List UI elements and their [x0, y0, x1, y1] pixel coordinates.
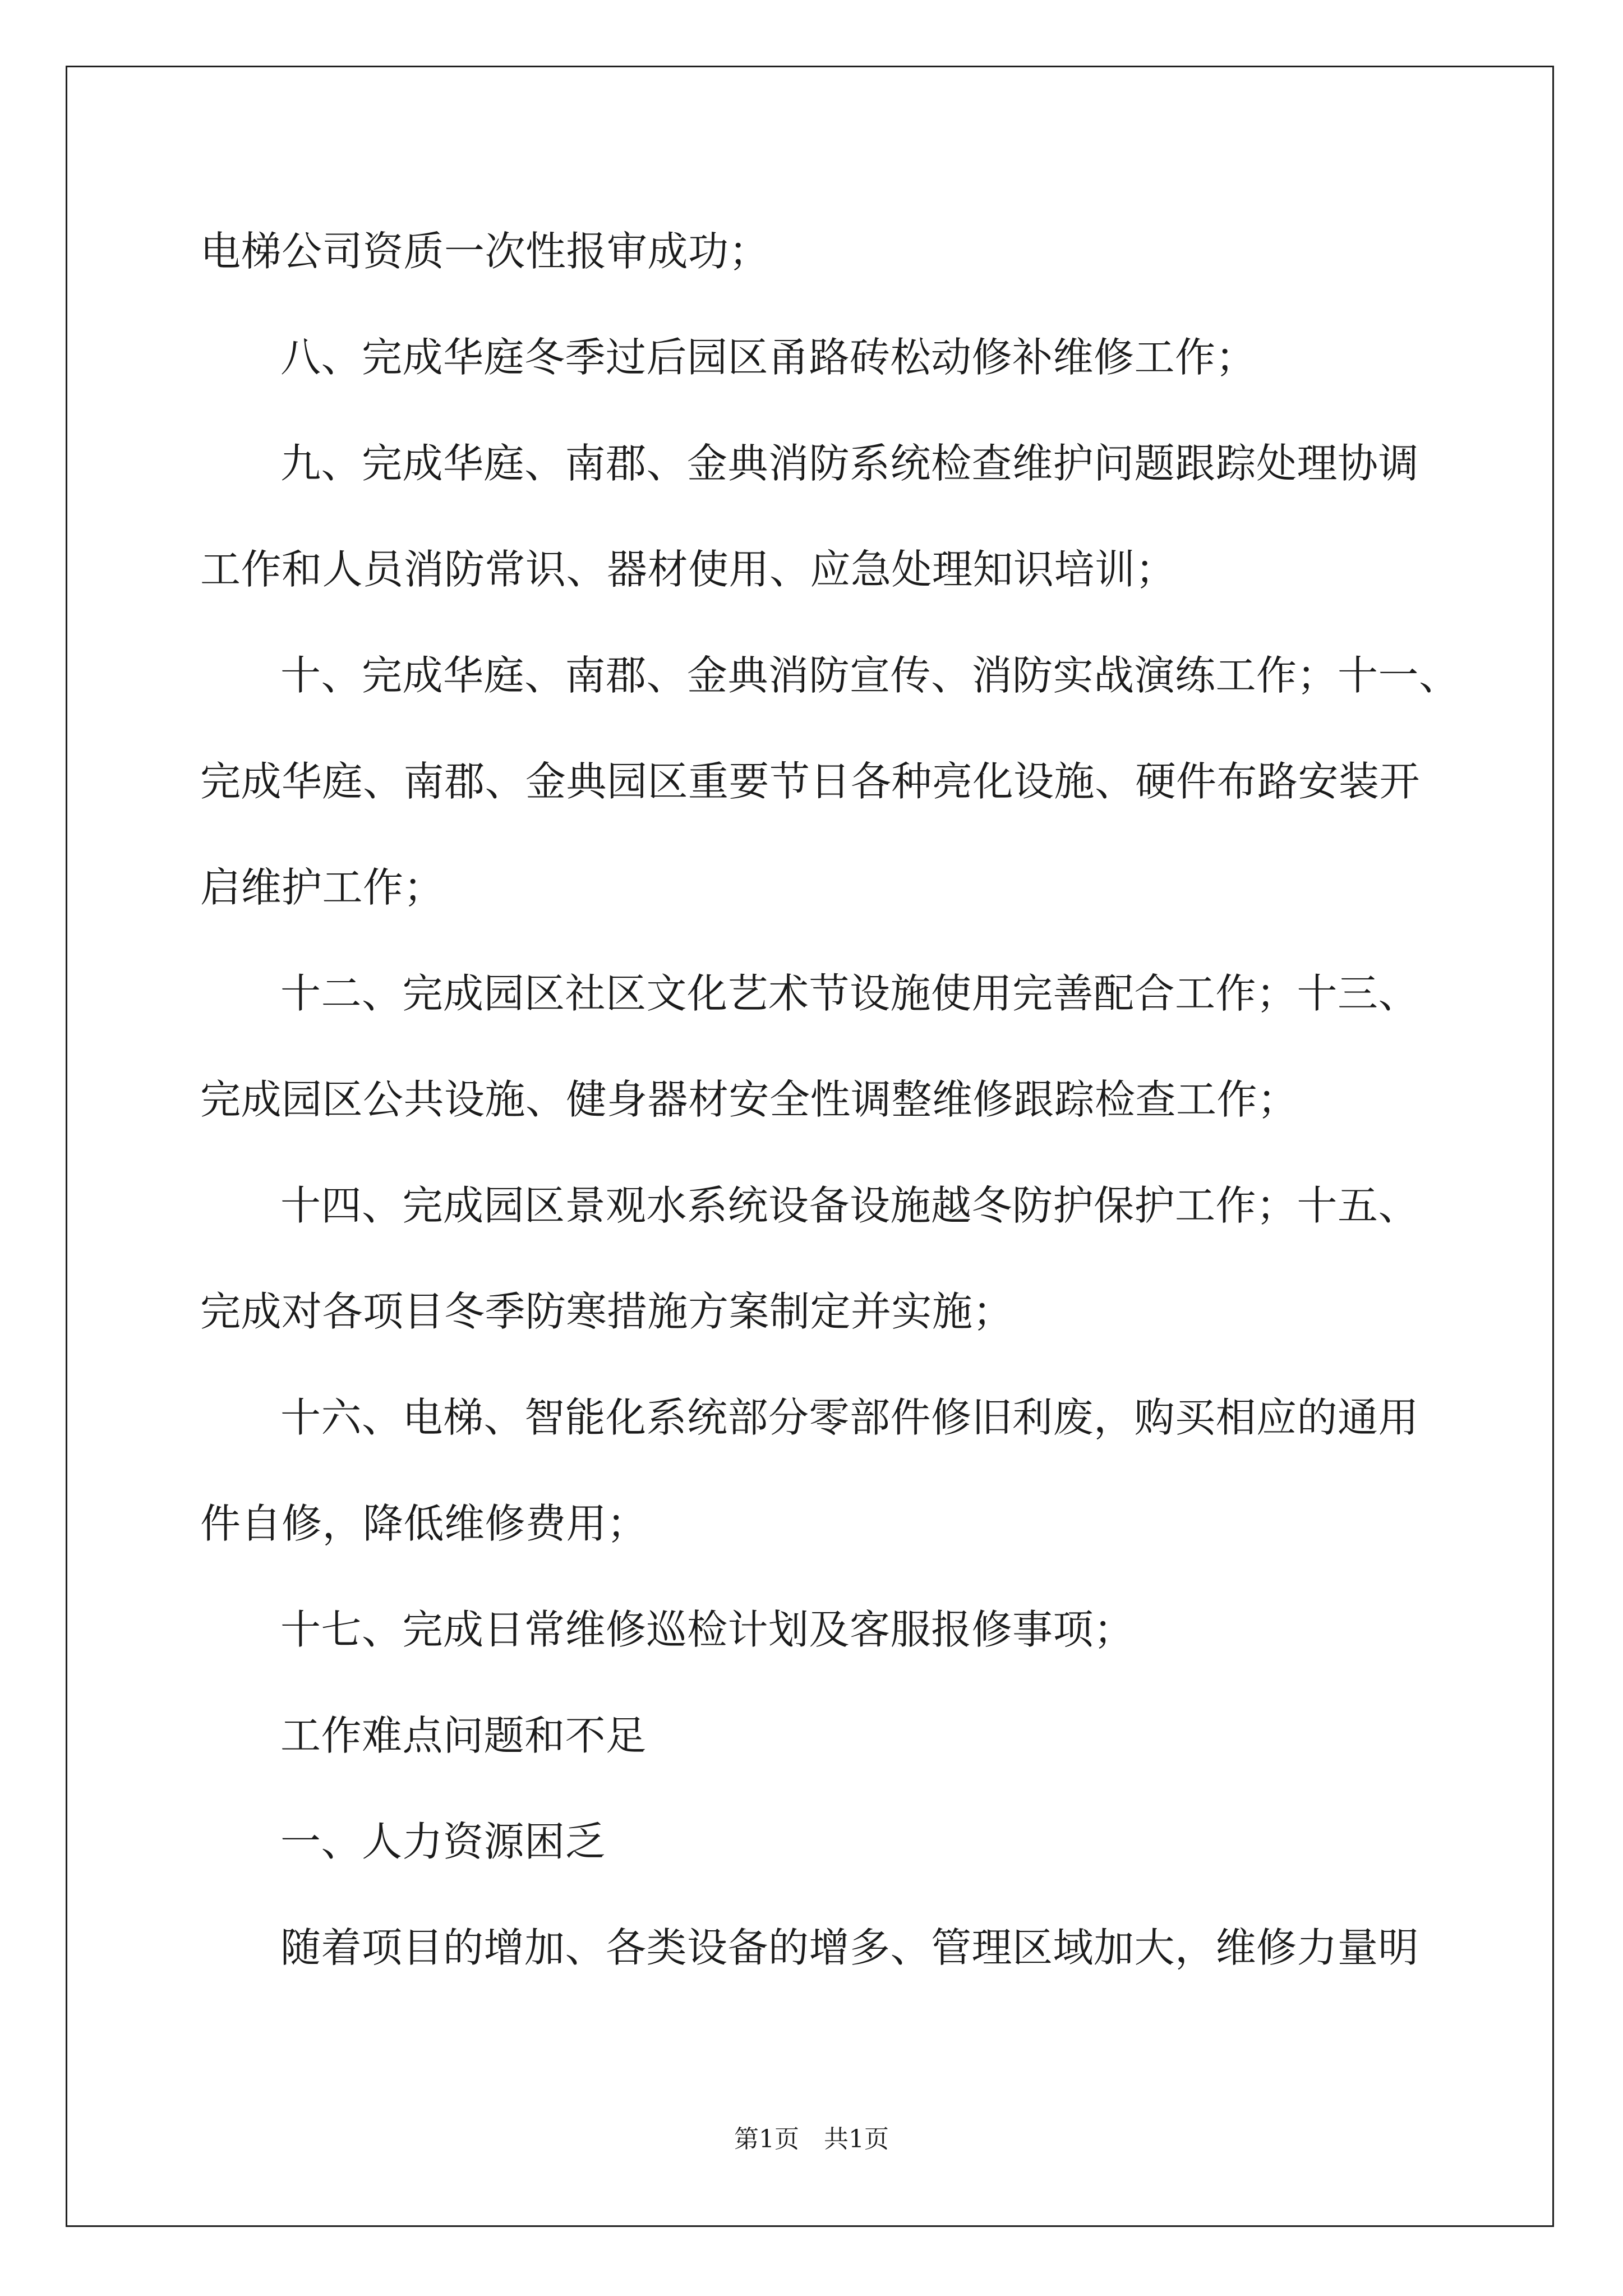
text-line: 十四、完成园区景观水系统设备设施越冬防护保护工作；十五、 [280, 1182, 1419, 1229]
text-line: 完成园区公共设施、健身器材安全性调整维修跟踪检查工作； [200, 1076, 1298, 1123]
page-number-current: 第1页 [734, 2125, 799, 2154]
text-line: 十六、电梯、智能化系统部分零部件修旧利废，购买相应的通用 [280, 1394, 1419, 1441]
text-line: 八、完成华庭冬季过后园区甬路砖松动修补维修工作； [280, 334, 1257, 381]
text-line: 工作和人员消防常识、器材使用、应急处理知识培训； [200, 546, 1177, 593]
text-line: 完成华庭、南郡、金典园区重要节日各种亮化设施、硬件布路安装开 [200, 758, 1421, 805]
subsection-heading: 一、人力资源困乏 [280, 1818, 606, 1865]
document-body [200, 199, 1490, 2001]
page-number-total: 共1页 [824, 2125, 889, 2154]
text-line: 十、完成华庭、南郡、金典消防宣传、消防实战演练工作；十一、 [280, 652, 1460, 699]
text-line: 随着项目的增加、各类设备的增多、管理区域加大，维修力量明 [280, 1924, 1419, 1971]
page-footer [0, 2124, 1623, 2155]
text-line: 件自修，降低维修费用； [200, 1500, 648, 1547]
text-line: 九、完成华庭、南郡、金典消防系统检查维护问题跟踪处理协调 [280, 440, 1419, 487]
section-heading: 工作难点问题和不足 [280, 1712, 647, 1759]
text-line: 十二、完成园区社区文化艺术节设施使用完善配合工作；十三、 [280, 970, 1419, 1017]
text-line: 完成对各项目冬季防寒措施方案制定并实施； [200, 1288, 1014, 1335]
text-line: 启维护工作； [200, 864, 445, 911]
text-line: 电梯公司资质一次性报审成功； [200, 228, 770, 275]
text-line: 十七、完成日常维修巡检计划及客服报修事项； [280, 1606, 1135, 1653]
